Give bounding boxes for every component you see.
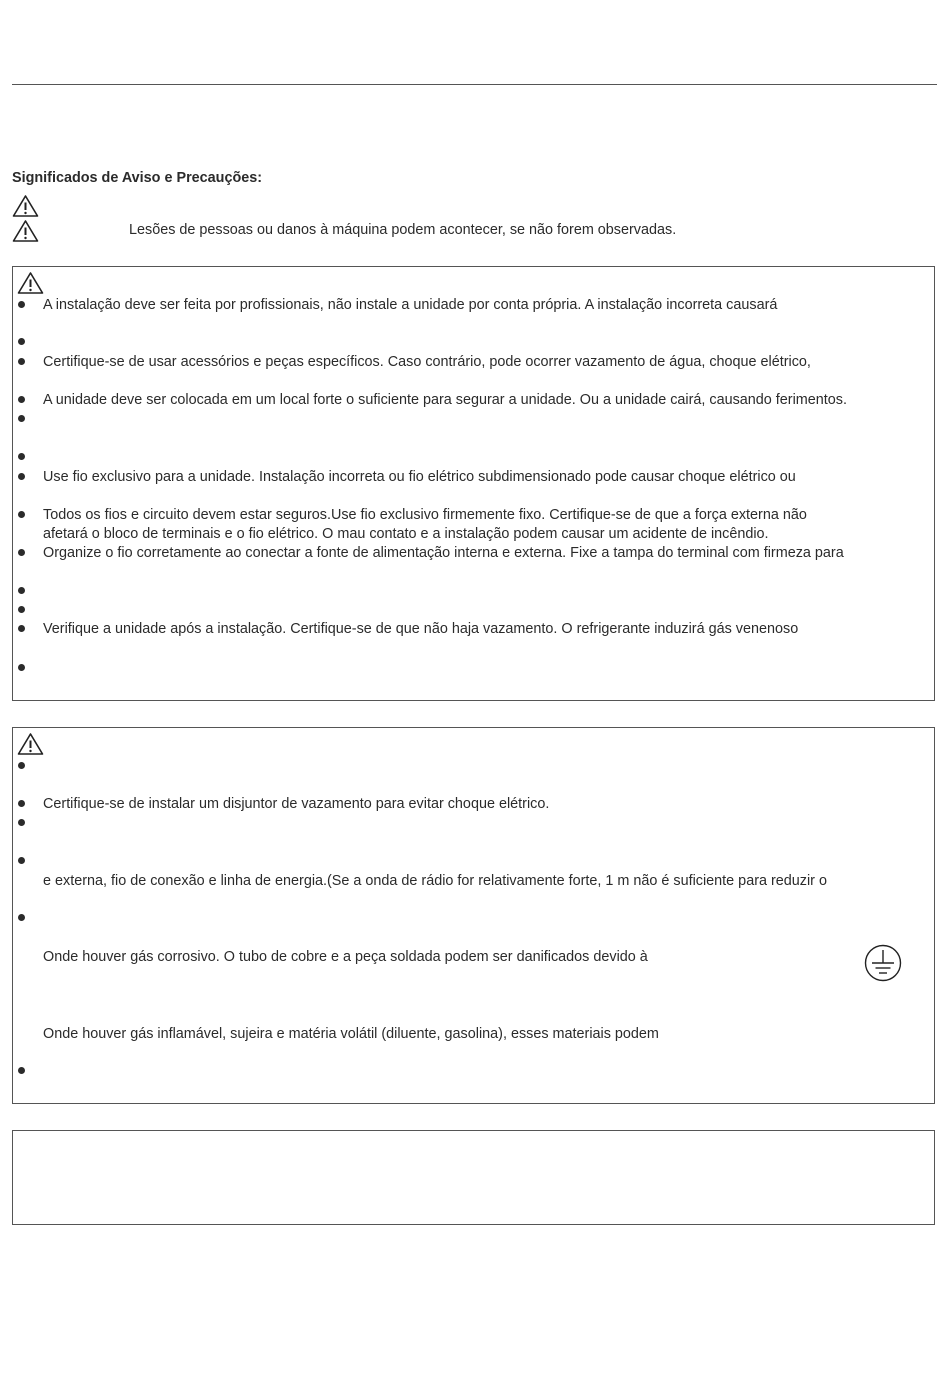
caution-triangle-icon: [12, 219, 39, 243]
list-item: Certifique-se de usar acessórios e peças específicos. Caso contrário, pode ocorrer vazamento de água, choque elétrico,: [43, 354, 811, 370]
list-bullet: [18, 453, 25, 460]
list-item: Onde houver gás inflamável, sujeira e matéria volátil (diluente, gasolina), esses materiais podem: [43, 1026, 659, 1042]
list-bullet: [18, 338, 25, 345]
list-bullet: [18, 1067, 25, 1074]
note-box: [12, 1130, 935, 1225]
list-item-continuation: afetará o bloco de terminais e o fio elétrico. O mau contato e a instalação podem causar um acidente de incêndio.: [43, 526, 769, 542]
section-heading: Significados de Aviso e Precauções:: [12, 170, 263, 186]
list-bullet: [18, 664, 25, 671]
warning-box: [12, 266, 935, 701]
list-item: Certifique-se de instalar um disjuntor de vazamento para evitar choque elétrico.: [43, 796, 550, 812]
list-bullet: [18, 606, 25, 613]
list-item: Todos os fios e circuito devem estar seguros.Use fio exclusivo firmemente fixo. Certifique-se de que a força externa não: [43, 507, 807, 523]
list-item: Onde houver gás corrosivo. O tubo de cobre e a peça soldada podem ser danificados devido à: [43, 949, 648, 965]
caution-meaning-text: Lesões de pessoas ou danos à máquina podem acontecer, se não forem observadas.: [129, 222, 677, 238]
list-bullet: [18, 301, 25, 308]
list-bullet: [18, 587, 25, 594]
list-bullet: [18, 415, 25, 422]
list-item: A unidade deve ser colocada em um local forte o suficiente para segurar a unidade. Ou a unidade cairá, causando ferimentos.: [43, 392, 847, 408]
caution-triangle-icon: [17, 732, 44, 756]
list-item: Organize o fio corretamente ao conectar a fonte de alimentação interna e externa. Fixe a tampa do terminal com firmeza para: [43, 545, 844, 561]
list-bullet: [18, 762, 25, 769]
list-item-continuation: e externa, fio de conexão e linha de energia.(Se a onda de rádio for relativamente forte, 1 m não é suficiente para reduzir o: [43, 873, 827, 889]
caution-box: [12, 727, 935, 1104]
list-bullet: [18, 819, 25, 826]
list-bullet: [18, 857, 25, 864]
list-item: A instalação deve ser feita por profissionais, não instale a unidade por conta própria. A instalação incorreta causará: [43, 297, 778, 313]
list-bullet: [18, 800, 25, 807]
list-bullet: [18, 625, 25, 632]
list-bullet: [18, 511, 25, 518]
list-bullet: [18, 549, 25, 556]
ground-symbol-icon: [864, 944, 902, 982]
list-bullet: [18, 914, 25, 921]
list-item: Use fio exclusivo para a unidade. Instalação incorreta ou fio elétrico subdimensionado pode causar choque elétrico ou: [43, 469, 796, 485]
list-bullet: [18, 396, 25, 403]
list-item: Verifique a unidade após a instalação. Certifique-se de que não haja vazamento. O refrigerante induzirá gás venenoso: [43, 621, 799, 637]
header-rule: [12, 84, 937, 85]
list-bullet: [18, 358, 25, 365]
warning-triangle-icon: [17, 271, 44, 295]
list-bullet: [18, 473, 25, 480]
warning-triangle-icon: [12, 194, 39, 218]
